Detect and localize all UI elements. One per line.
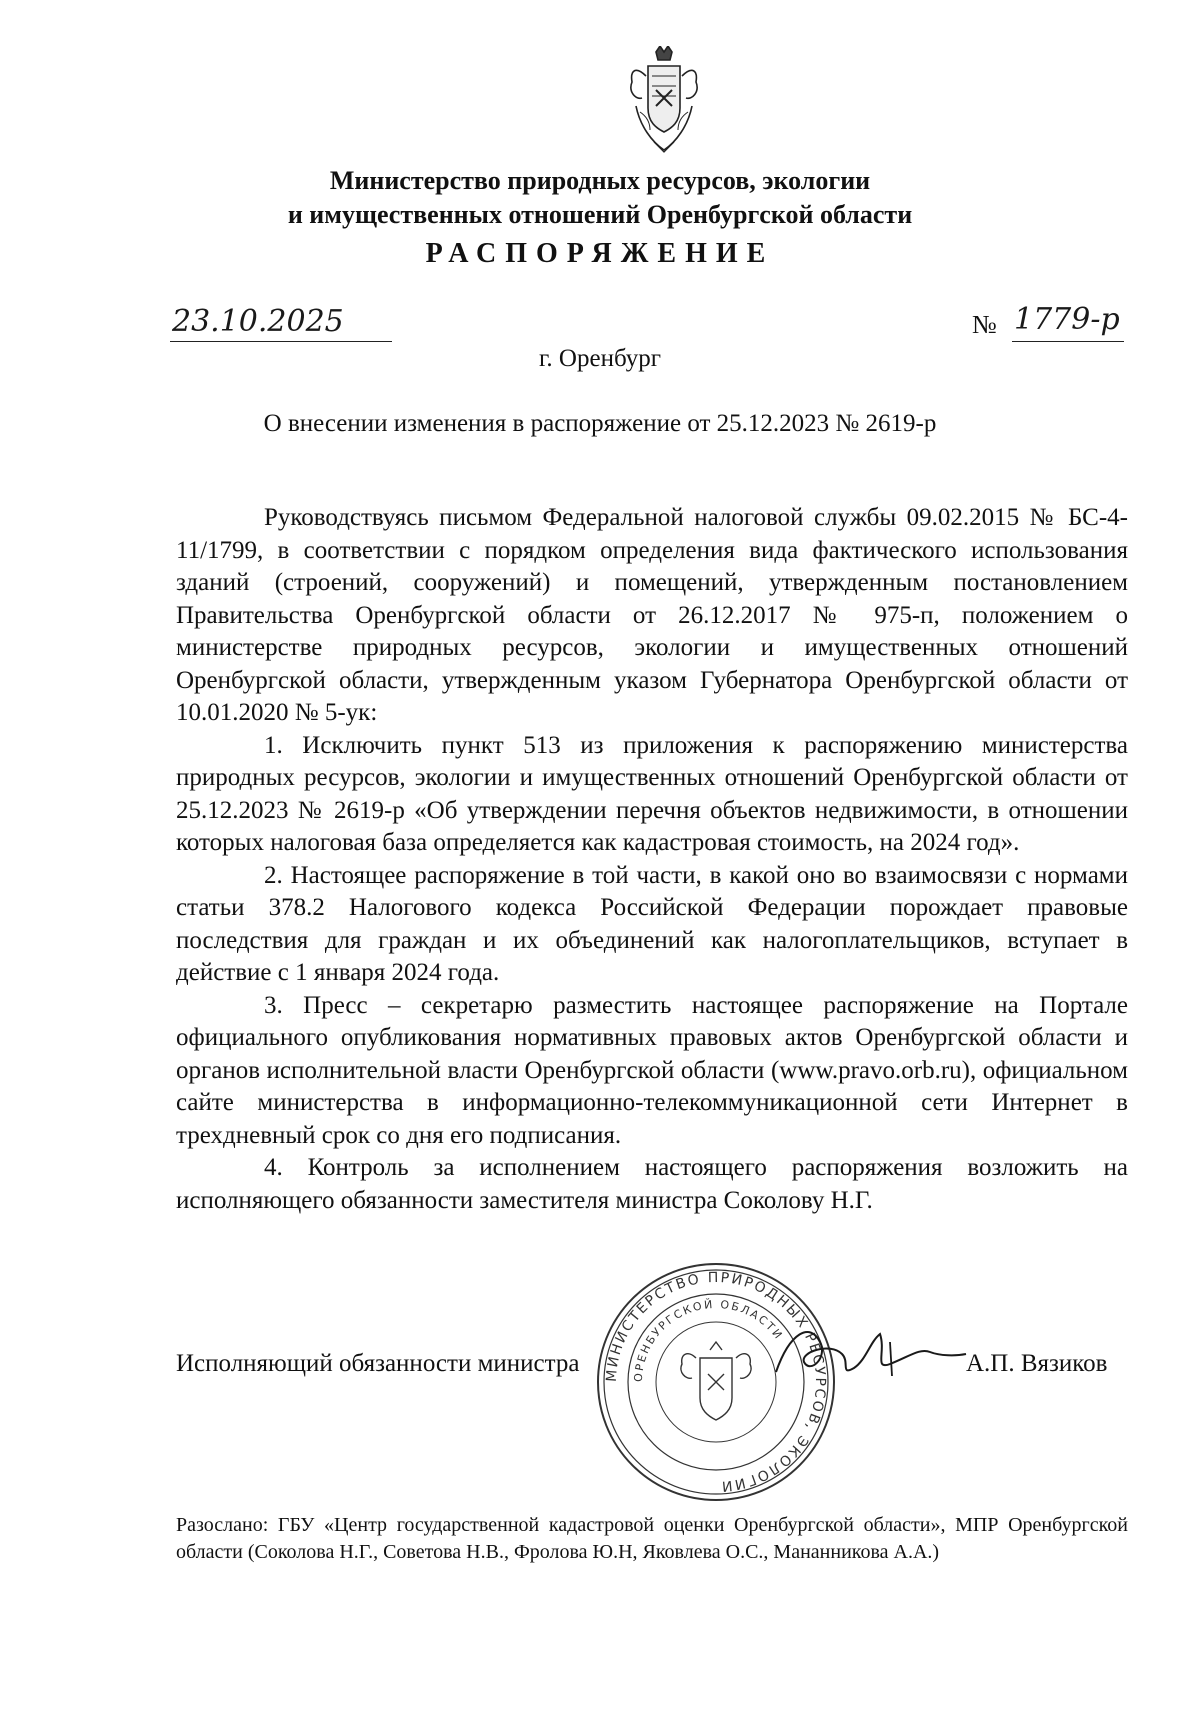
coat-of-arms-emblem	[626, 46, 702, 156]
document-body	[176, 502, 1128, 1217]
body-item-3: 3. Пресс – секретарю разместить настоящее распоряжение на Портале официального опубликования нормативных правовых актов Оренбургской области и органов исполнительной власти Оренбургской области (www.pravo.orb.ru), официальном сайте министерства в информационно-телекоммуникационной сети Интернет в трехдневный срок со дня его подписания.	[176, 991, 1128, 1149]
body-preamble: Руководствуясь письмом Федеральной налоговой службы 09.02.2015 № БС-4-11/1799, в соответствии с порядком определения вида фактического использования зданий (строений, сооружений) и помещений, утвержденным постановлением Правительства Оренбургской области от 26.12.2017 № 975-п, положением о министерстве природных ресурсов, экологии и имущественных отношений Оренбургской области, утвержденным указом Губернатора Оренбургской области от 10.01.2020 № 5-ук:	[176, 504, 1128, 726]
distribution-list: Разослано: ГБУ «Центр государственной кадастровой оценки Оренбургской области», МПР Оренбургской области (Соколова Н.Г., Советова Н.В., Фролова Ю.Н, Яковлева О.С., Мананникова А.А.)	[176, 1514, 1128, 1563]
signer-title: Исполняющий обязанности министра	[176, 1350, 580, 1377]
ministry-name-line-2: и имущественных отношений Оренбургской области	[287, 200, 913, 229]
handwritten-date: 23.10.2025	[172, 304, 344, 339]
svg-text:ОРЕНБУРГСКОЙ ОБЛАСТИ	[632, 1298, 786, 1382]
body-item-1: 1. Исключить пункт 513 из приложения к распоряжению министерства природных ресурсов, экологии и имущественных отношений Оренбургской области от 25.12.2023 № 2619-р «Об утверждении перечня объектов недвижимости, в отношении которых налоговая база определяется как кадастровая стоимость, на 2024 год».	[176, 731, 1128, 856]
body-item-2: 2. Настоящее распоряжение в той части, в какой оно во взаимосвязи с нормами статьи 378.2 Налогового кодекса Российской Федерации порождает правовые последствия для граждан и их объединений как налогоплательщиков, вступает в действие с 1 января 2024 года.	[176, 861, 1128, 986]
number-sign: №	[972, 310, 997, 339]
ministry-name-line-1: Министерство природных ресурсов, экологии	[329, 166, 871, 195]
number-underline	[1012, 341, 1124, 342]
stamp-eagle-emblem	[681, 1342, 751, 1420]
body-item-4: 4. Контроль за исполнением настоящего распоряжения возложить на исполняющего обязанности заместителя министра Соколову Н.Г.	[176, 1154, 1128, 1214]
handwritten-order-number: 1779-р	[1014, 302, 1120, 337]
stamp-outer-text: МИНИСТЕРСТВО ПРИРОДНЫХ РЕСУРСОВ, ЭКОЛОГИИ	[603, 1269, 829, 1495]
signer-name: А.П. Вязиков	[966, 1350, 1108, 1377]
document-subject: О внесении изменения в распоряжение от 25.12.2023 № 2619-р	[263, 410, 937, 437]
stamp-inner-text: ОРЕНБУРГСКОЙ ОБЛАСТИ	[631, 1297, 786, 1383]
city-label: г. Оренбург	[539, 345, 661, 372]
handwritten-signature	[770, 1312, 970, 1392]
date-underline	[170, 341, 392, 342]
document-type-title: РАСПОРЯЖЕНИЕ	[425, 238, 775, 269]
